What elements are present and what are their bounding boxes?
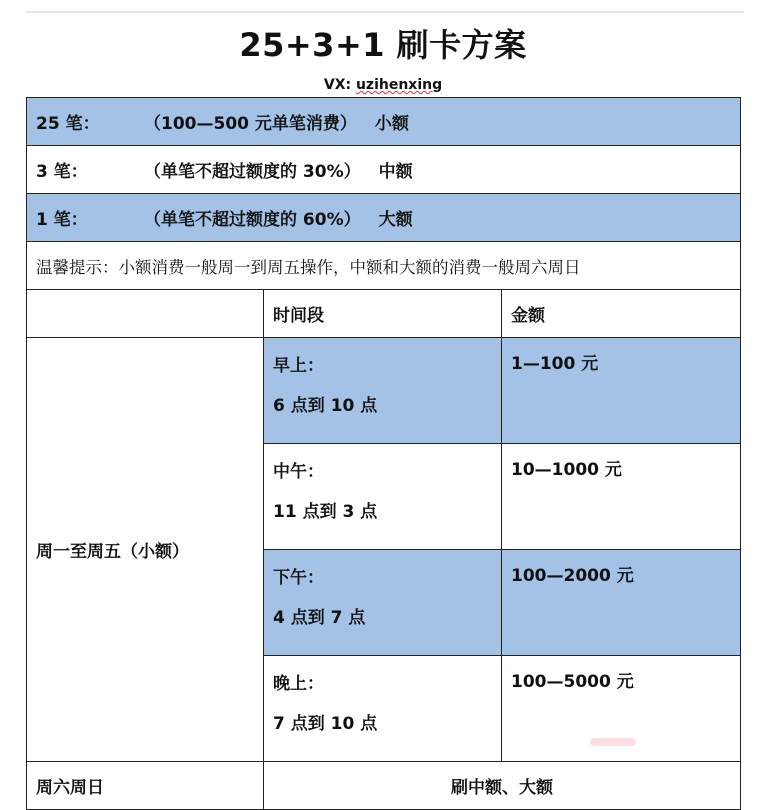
header-row — [27, 290, 741, 338]
tier-level: 大额 — [378, 210, 413, 230]
weekend-row — [27, 762, 741, 810]
contact-handle: uzihenxing — [355, 77, 443, 93]
slot-time — [264, 550, 502, 656]
slot-time — [264, 444, 502, 550]
watermark-mark — [590, 738, 636, 746]
slot-period: 早上： — [273, 356, 324, 376]
tier-count: 1 笔： — [36, 210, 88, 230]
tier-desc: （单笔不超过额度的 60%） — [144, 210, 361, 230]
weekday-label: 周一至周五（小额） — [27, 338, 264, 762]
slot-period: 下午： — [273, 568, 324, 588]
tier-level: 中额 — [378, 162, 413, 182]
tier-cell — [27, 98, 741, 146]
tip-text: 温馨提示：小额消费一般周一到周五操作，中额和大额的消费一般周六周日 — [27, 242, 741, 290]
tier-cell — [27, 146, 741, 194]
tier-row-small — [27, 98, 741, 146]
weekend-value: 刷中额、大额 — [264, 762, 741, 810]
weekend-label: 周六周日 — [27, 762, 264, 810]
page-title: 25+3+1 刷卡方案 — [239, 26, 527, 64]
slot-hours: 6 点到 10 点 — [273, 396, 378, 416]
slot-row-morning — [27, 338, 741, 444]
plan-table — [26, 97, 741, 810]
header-empty — [27, 290, 264, 338]
top-divider — [26, 11, 744, 13]
tier-row-medium — [27, 146, 741, 194]
slot-period: 中午： — [273, 462, 324, 482]
tier-count: 3 笔： — [36, 162, 88, 182]
slot-hours: 11 点到 3 点 — [273, 502, 378, 522]
tier-cell — [27, 194, 741, 242]
header-amount: 金额 — [502, 290, 741, 338]
tier-level: 小额 — [374, 114, 409, 134]
contact-line — [0, 77, 766, 93]
slot-amount: 1—100 元 — [502, 338, 741, 444]
slot-amount: 100—5000 元 — [502, 656, 741, 762]
tier-count: 25 笔： — [36, 114, 100, 134]
tip-row — [27, 242, 741, 290]
slot-hours: 7 点到 10 点 — [273, 714, 378, 734]
tier-row-large — [27, 194, 741, 242]
slot-period: 晚上： — [273, 674, 324, 694]
slot-amount: 10—1000 元 — [502, 444, 741, 550]
tier-desc: （100—500 元单笔消费） — [144, 114, 357, 134]
header-time: 时间段 — [264, 290, 502, 338]
tier-desc: （单笔不超过额度的 30%） — [144, 162, 361, 182]
slot-hours: 4 点到 7 点 — [273, 608, 366, 628]
slot-amount: 100—2000 元 — [502, 550, 741, 656]
slot-time — [264, 656, 502, 762]
slot-time — [264, 338, 502, 444]
contact-prefix: VX: — [323, 77, 356, 93]
